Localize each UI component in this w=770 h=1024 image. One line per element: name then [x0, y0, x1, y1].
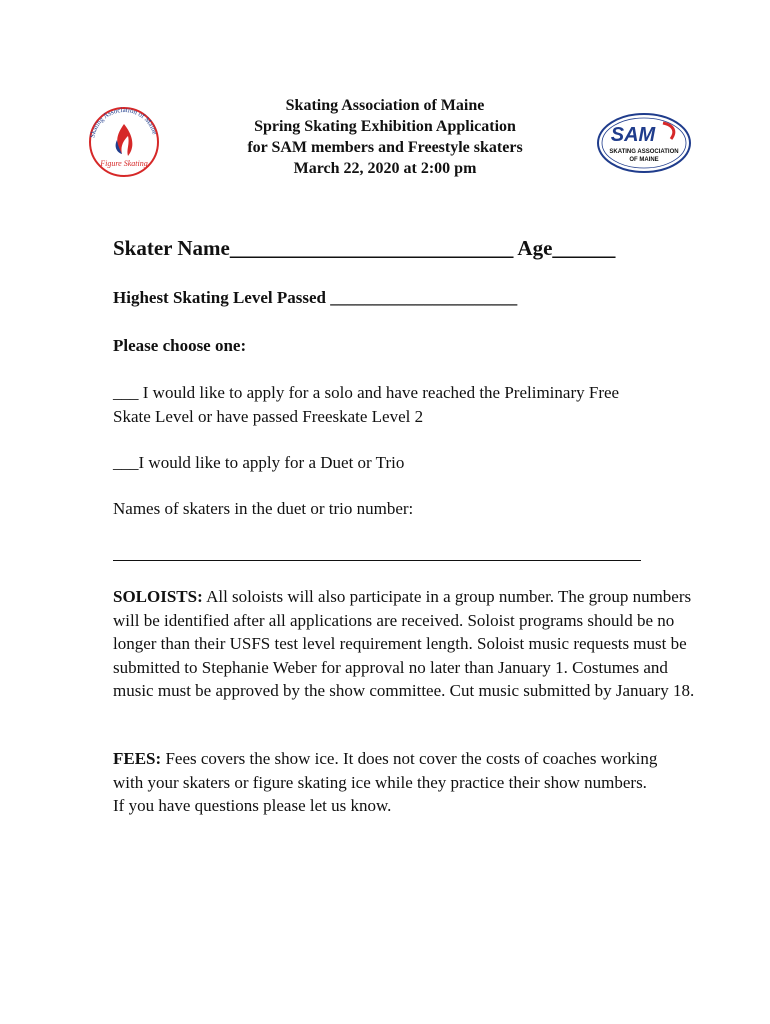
soloists-line2: will be identified after all applications are received. Soloist programs should be no	[113, 610, 675, 630]
soloists-paragraph	[113, 585, 694, 703]
header-title: Skating Association of Maine	[285, 97, 485, 114]
fees-paragraph	[113, 747, 657, 818]
choose-one-heading: Please choose one:	[113, 336, 247, 355]
duet-trio-option[interactable]: ___I would like to apply for a Duet or Trio	[113, 453, 405, 472]
right-logo-line1: SKATING ASSOCIATION	[609, 149, 679, 155]
left-logo-bottom-text: Figure Skating	[100, 159, 148, 168]
fees-line3: If you have questions please let us know.	[113, 796, 392, 815]
soloists-heading: SOLOISTS:	[113, 587, 203, 606]
header-date: March 22, 2020 at 2:00 pm	[293, 160, 477, 177]
header-subtitle: Spring Skating Exhibition Application	[254, 118, 516, 135]
fees-heading: FEES:	[113, 749, 162, 768]
soloists-line5: music must be approved by the show committee. Cut music submitted by January 18.	[113, 681, 695, 700]
fees-line2: with your skaters or figure skating ice while they practice their show numbers.	[113, 772, 647, 792]
solo-option-line2: Skate Level or have passed Freeskate Level 2	[113, 406, 424, 426]
duet-trio-names-line[interactable]	[113, 560, 641, 561]
skater-name-age-field[interactable]: Skater Name___________________________ Age______	[113, 236, 616, 260]
soloists-line4: submitted to Stephanie Weber for approval no later than January 1. Costumes and	[113, 657, 668, 677]
skating-level-field[interactable]: Highest Skating Level Passed ______________________	[113, 288, 518, 307]
right-logo-line2: OF MAINE	[629, 157, 659, 163]
soloists-line1: All soloists will also participate in a group number. The group numbers	[202, 587, 692, 606]
fees-line1: Fees covers the show ice. It does not cover the costs of coaches working	[161, 749, 658, 768]
right-logo-sam: SAM	[610, 124, 656, 146]
duet-trio-names-label: Names of skaters in the duet or trio number:	[113, 499, 414, 518]
solo-option-line1: ___ I would like to apply for a solo and have reached the Preliminary Free	[113, 383, 620, 402]
header-audience: for SAM members and Freestyle skaters	[247, 139, 523, 156]
soloists-line3: longer than their USFS test level requirement length. Soloist music requests must be	[113, 634, 687, 653]
left-logo-arc-text: Skating Association of Maine	[88, 105, 159, 139]
solo-option[interactable]	[113, 381, 619, 428]
